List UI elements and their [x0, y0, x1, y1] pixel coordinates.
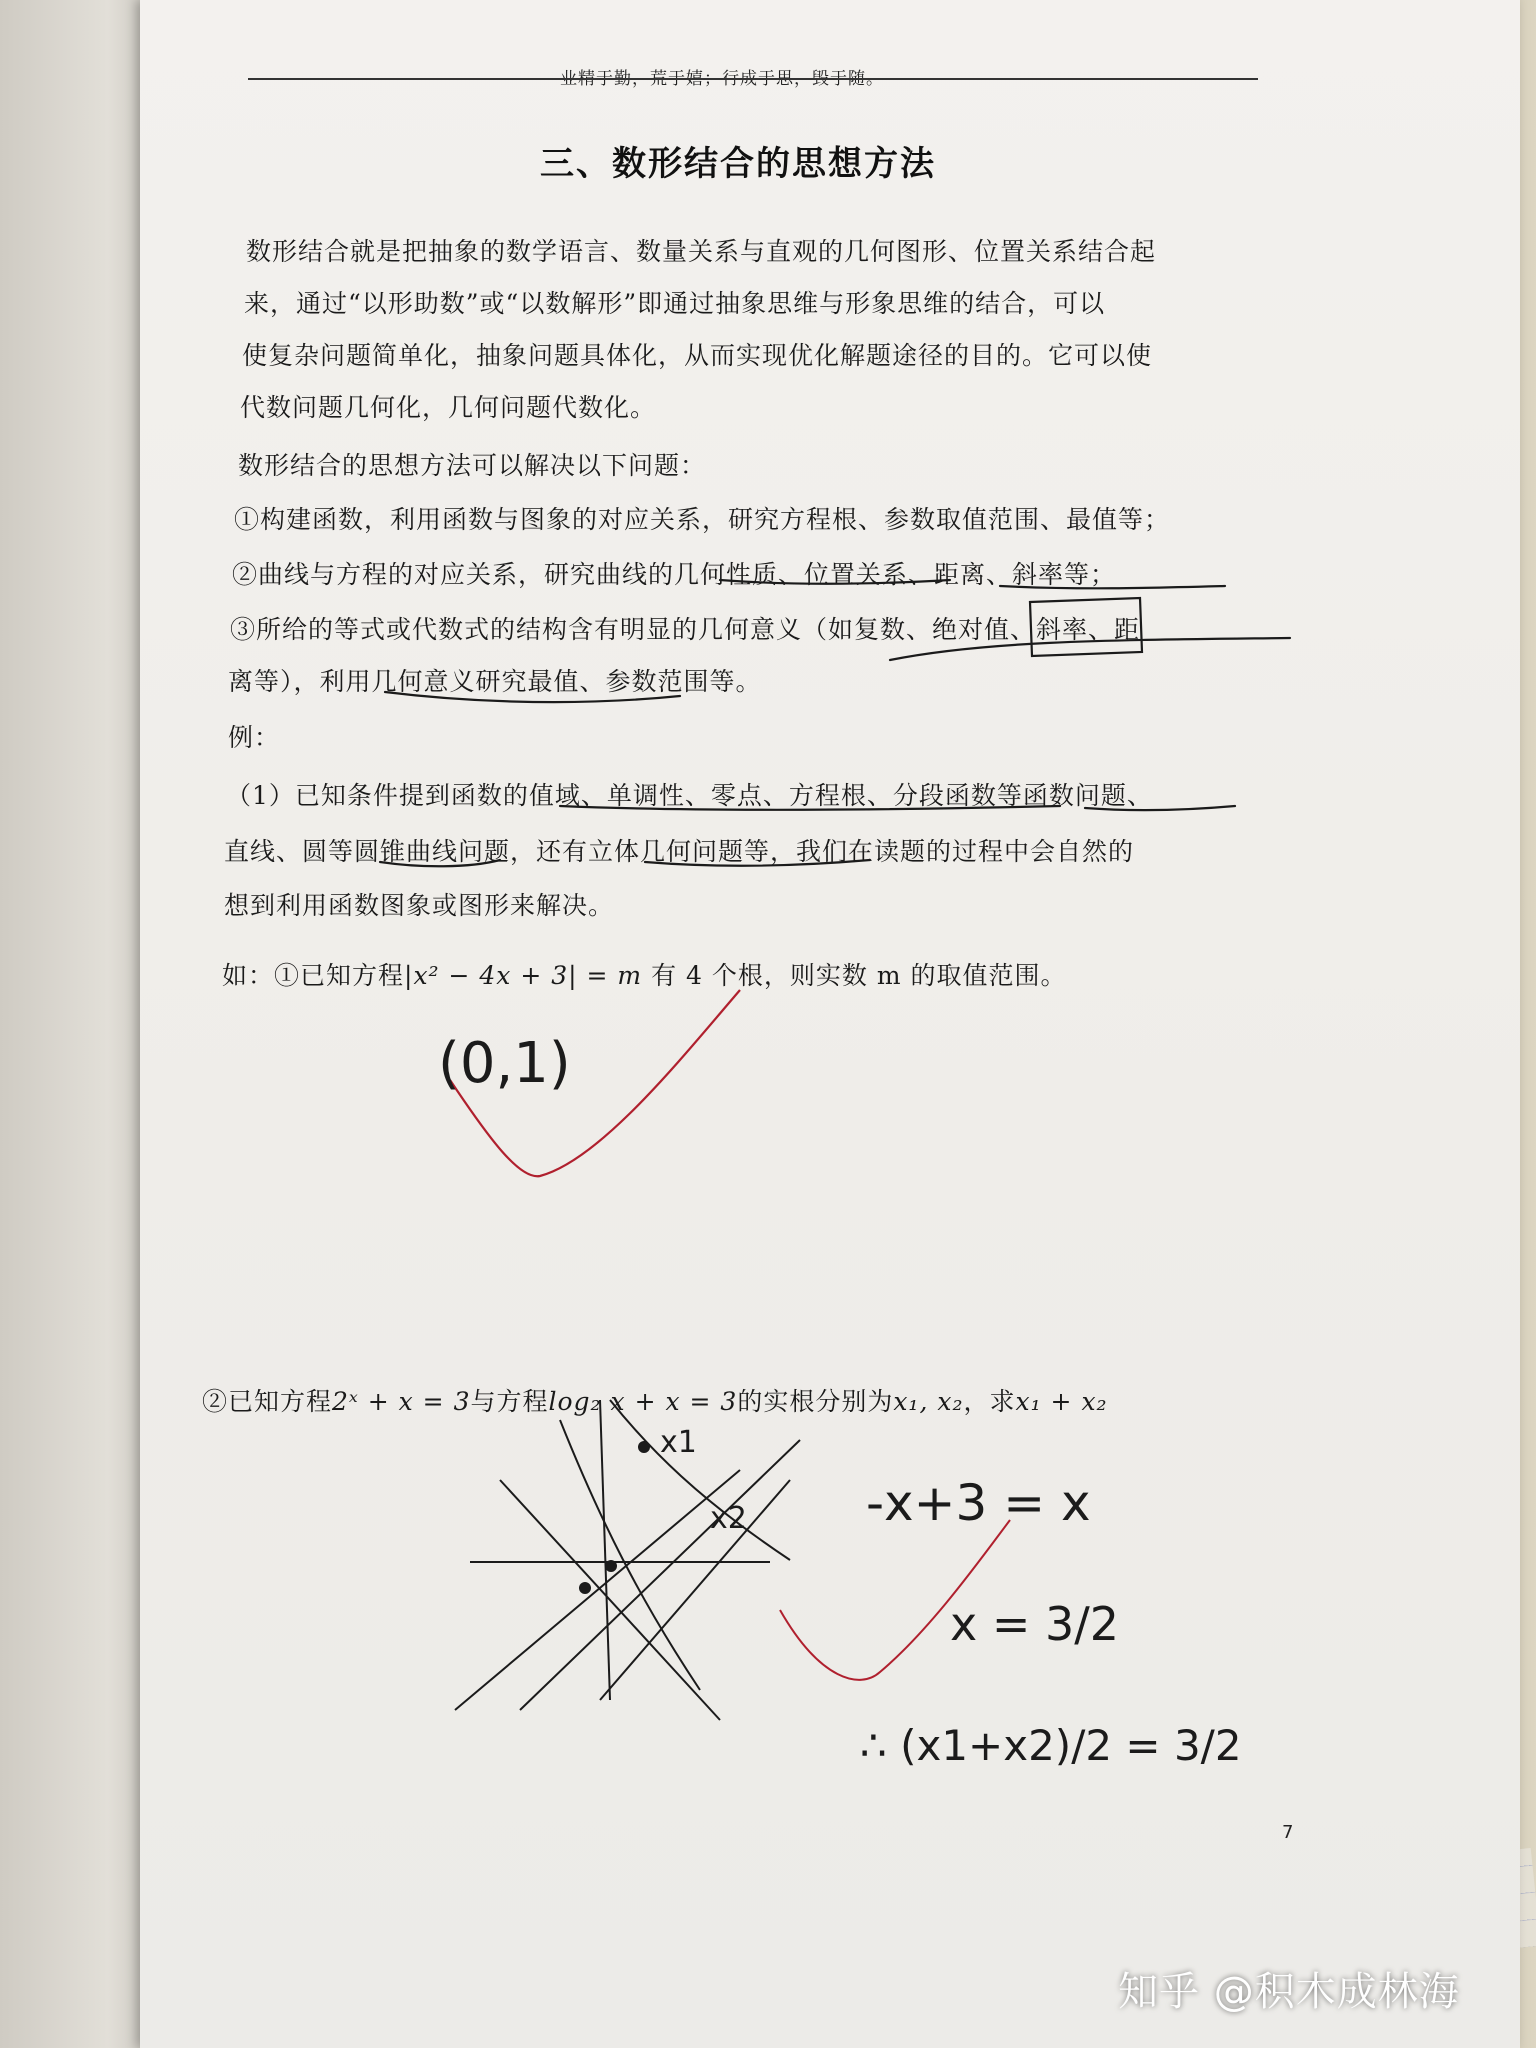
q2-ask: ，求	[963, 1387, 1016, 1416]
q2-mid: 与方程	[470, 1387, 549, 1416]
intro-line: 使复杂问题简单化，抽象问题具体化，从而实现优化解题途径的目的。它可以使	[242, 341, 1153, 370]
example-line: 直线、圆等圆锥曲线问题，还有立体几何问题等，我们在读题的过程中会自然的	[224, 837, 1135, 866]
item-2: ②曲线与方程的对应关系，研究曲线的几何性质、位置关系、距离、斜率等；	[232, 560, 1117, 589]
q2-roots: x₁, x₂	[893, 1387, 964, 1416]
item-3: ③所给的等式或代数式的结构含有明显的几何意义（如复数、绝对值、斜率、距	[230, 615, 1141, 644]
intro-line: 来，通过“以形助数”或“以数解形”即通过抽象思维与形象思维的结合，可以	[244, 289, 1106, 318]
hand-label-x1: x1	[660, 1425, 697, 1460]
watermark: 知乎 @积木成林海	[1118, 1969, 1460, 2015]
q1-suffix: 有 4 个根，则实数 m 的取值范围。	[651, 961, 1067, 990]
section-title: 三、数形结合的思想方法	[540, 144, 936, 184]
intro-line: 代数问题几何化，几何问题代数化。	[240, 393, 657, 422]
solve-intro: 数形结合的思想方法可以解决以下问题：	[238, 451, 707, 480]
q2-prefix: ②已知方程	[202, 1387, 333, 1416]
hand-eq-c: ∴ (x1+x2)/2 = 3/2	[860, 1721, 1242, 1770]
underline	[385, 692, 680, 702]
box-mark	[1030, 598, 1142, 656]
hand-eq-b: x = 3/2	[950, 1597, 1120, 1651]
example-line: （1）已知条件提到函数的值域、单调性、零点、方程根、分段函数等函数问题、	[226, 781, 1153, 810]
underline	[560, 806, 1060, 810]
q2-sum: x₁ + x₂	[1015, 1387, 1108, 1416]
underline	[1085, 806, 1235, 810]
header-motto: 业精于勤，荒于嬉；行成于思，毁于随。	[560, 69, 884, 89]
hand-eq-a: -x+3 = x	[866, 1474, 1091, 1532]
underline	[720, 580, 950, 584]
page-number: 7	[1282, 1822, 1294, 1843]
intro-line: 数形结合就是把抽象的数学语言、数量关系与直观的几何图形、位置关系结合起	[246, 237, 1157, 266]
item-1: ①构建函数，利用函数与图象的对应关系，研究方程根、参数取值范围、最值等；	[234, 505, 1171, 534]
underline	[645, 860, 870, 866]
hand-label-x2: x2	[710, 1501, 747, 1536]
q2-eq1: 2ˣ + x = 3	[332, 1387, 471, 1416]
q1-equation: |x² − 4x + 3| = m	[404, 961, 643, 990]
underline	[890, 638, 1290, 660]
hand-answer-1: (0,1)	[438, 1031, 571, 1096]
item-3-cont: 离等），利用几何意义研究最值、参数范围等。	[228, 667, 762, 696]
q2-eq2: log₂ x + x = 3	[548, 1387, 738, 1416]
q2-suffix: 的实根分别为	[737, 1387, 894, 1416]
q1-prefix: 如：①已知方程	[222, 961, 405, 990]
underline	[1000, 586, 1225, 588]
example-label: 例：	[228, 723, 281, 752]
example-line: 想到利用函数图象或图形来解决。	[224, 891, 615, 920]
underline	[380, 860, 500, 866]
